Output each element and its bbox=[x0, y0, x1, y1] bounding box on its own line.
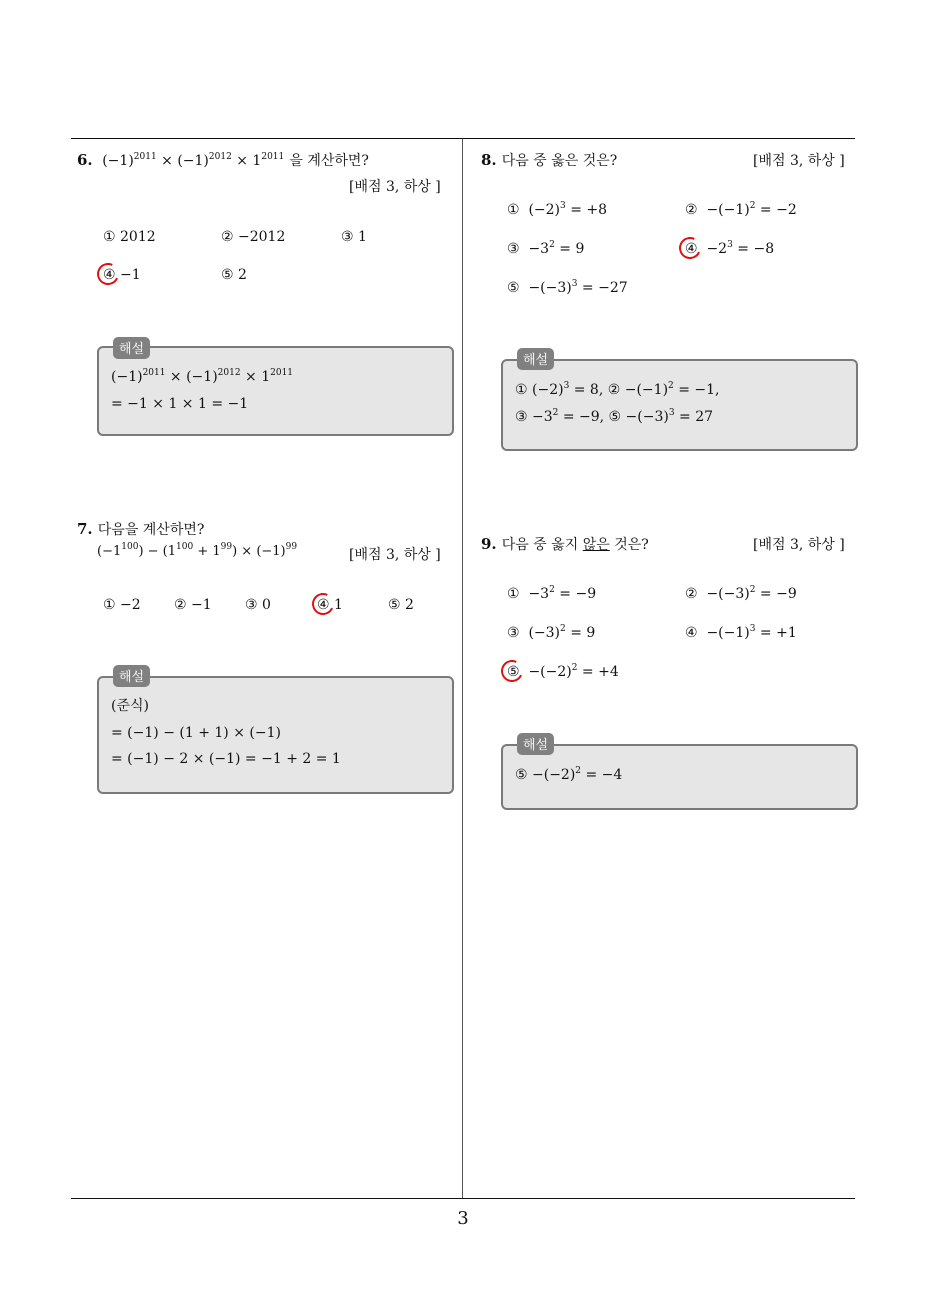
option-1[interactable]: ① 2012 bbox=[103, 229, 156, 245]
option-5[interactable]: ⑤ 2 bbox=[388, 597, 414, 613]
answer-mark bbox=[498, 657, 526, 685]
option-1[interactable]: ① −2 bbox=[103, 597, 141, 613]
answer-mark bbox=[676, 234, 704, 262]
question-number: 7. bbox=[77, 520, 93, 538]
bottom-rule bbox=[71, 1198, 855, 1199]
option-1[interactable]: ① $(-2)^3 = +8$ bbox=[507, 201, 608, 218]
question-text: 을 계산하면? bbox=[289, 153, 369, 169]
option-5[interactable]: ⑤ $-(-2)^2 = +4$ bbox=[507, 663, 619, 680]
score-label: [배점 3, 하상 ] bbox=[349, 179, 441, 195]
question-number: 8. bbox=[481, 151, 497, 169]
solution-line-1: $(-1)^{2011} \times (-1)^{2012} \times 1^{2011}$ bbox=[111, 368, 294, 385]
option-4[interactable]: ④ $-(-1)^3 = +1$ bbox=[685, 624, 797, 641]
solution-line-1: (준식) bbox=[111, 698, 149, 714]
question-text: 다음 중 옳은 것은? bbox=[501, 153, 618, 169]
option-5[interactable]: ⑤ 2 bbox=[221, 267, 247, 283]
option-4[interactable]: ④ −1 bbox=[103, 267, 141, 283]
solution-line-2: = −1 × 1 × 1 = −1 bbox=[111, 396, 249, 412]
question-text-underlined: 않은 bbox=[582, 537, 610, 553]
option-2[interactable]: ② −1 bbox=[174, 597, 212, 613]
solution-line-1: ⑤ $-(-2)^2 = -4$ bbox=[515, 766, 623, 783]
option-2[interactable]: ② −2012 bbox=[221, 229, 286, 245]
column-divider bbox=[462, 139, 463, 1199]
solution-line-3: = (−1) − 2 × (−1) = −1 + 2 = 1 bbox=[111, 751, 341, 767]
score-label: [배점 3, 하상 ] bbox=[753, 153, 845, 169]
score-label: [배점 3, 하상 ] bbox=[753, 537, 845, 553]
top-rule bbox=[71, 138, 855, 139]
solution-tag: 해설 bbox=[517, 348, 554, 370]
solution-line-2: = (−1) − (1 + 1) × (−1) bbox=[111, 725, 281, 741]
option-1[interactable]: ① $-3^2 = -9$ bbox=[507, 585, 597, 602]
solution-tag: 해설 bbox=[113, 337, 150, 359]
solution-line-2: ③ $-3^2 = -9$, ⑤ $-(-3)^3 = 27$ bbox=[515, 408, 714, 425]
option-2[interactable]: ② $-(-3)^2 = -9$ bbox=[685, 585, 797, 602]
answer-mark bbox=[94, 260, 122, 288]
question-number: 9. bbox=[481, 535, 497, 553]
option-2[interactable]: ② $-(-1)^2 = -2$ bbox=[685, 201, 797, 218]
option-3[interactable]: ③ 1 bbox=[341, 229, 367, 245]
score-label: [배점 3, 하상 ] bbox=[349, 547, 441, 563]
question-number: 6. bbox=[77, 151, 93, 169]
option-3[interactable]: ③ $-3^2 = 9$ bbox=[507, 240, 585, 257]
option-4[interactable]: ④ $-2^3 = -8$ bbox=[685, 240, 775, 257]
option-4[interactable]: ④ 1 bbox=[317, 597, 343, 613]
page-number: 3 bbox=[457, 1208, 469, 1229]
option-5[interactable]: ⑤ $-(-3)^3 = -27$ bbox=[507, 279, 628, 296]
option-3[interactable]: ③ 0 bbox=[245, 597, 271, 613]
option-3[interactable]: ③ $(-3)^2 = 9$ bbox=[507, 624, 596, 641]
question-text-pre: 다음 중 옳지 bbox=[501, 537, 583, 553]
solution-line-1: ① $(-2)^3 = 8$, ② $-(-1)^2 = -1$, bbox=[515, 381, 720, 398]
question-8 bbox=[481, 150, 617, 170]
question-text: 다음을 계산하면? bbox=[97, 522, 205, 538]
question-text-post: 것은? bbox=[609, 537, 649, 553]
solution-tag: 해설 bbox=[517, 733, 554, 755]
question-6 bbox=[77, 150, 369, 170]
solution-tag: 해설 bbox=[113, 665, 150, 687]
question-expression: $(-1)^{2011} \times (-1)^{2012} \times 1^{2011}$ bbox=[97, 152, 285, 169]
question-9 bbox=[481, 534, 649, 554]
question-expression: $(-1^{100}) - (1^{100} + 1^{99}) \times (-1)^{99}$ bbox=[97, 542, 298, 559]
answer-mark bbox=[309, 590, 337, 618]
question-7 bbox=[77, 519, 204, 539]
